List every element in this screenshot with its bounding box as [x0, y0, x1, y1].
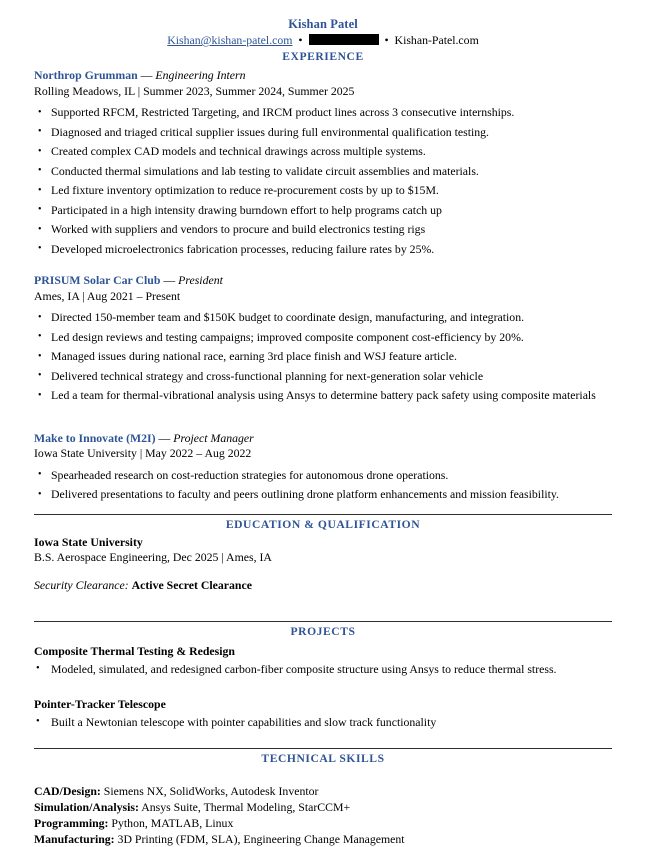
- skill-category: Programming:: [34, 816, 109, 830]
- heading-dash: —: [158, 430, 171, 445]
- list-item: • Created complex CAD models and technical drawings across multiple systems.: [34, 142, 612, 162]
- security-clearance-value: Active Secret Clearance: [131, 577, 252, 592]
- list-item: • Managed issues during national race, earning 3rd place finish and WSJ feature article.: [34, 347, 612, 367]
- experience-entry-heading: [34, 68, 612, 84]
- experience-entry-heading: [34, 431, 612, 447]
- email-link[interactable]: Kishan@kishan-patel.com: [167, 33, 293, 47]
- project-bullet-list: [34, 660, 612, 678]
- skill-category: Manufacturing:: [34, 832, 115, 846]
- experience-location-dates: Iowa State University | May 2022 – Aug 2022: [34, 446, 252, 460]
- section-divider-projects: [34, 621, 612, 622]
- education-school: Iowa State University: [34, 534, 143, 549]
- experience-bullet-list: [34, 308, 612, 406]
- project-entry: [34, 696, 612, 731]
- project-title: Pointer-Tracker Telescope: [34, 697, 166, 711]
- job-title: President: [178, 273, 223, 287]
- list-item: • Directed 150-member team and $150K budget to coordinate design, manufacturing, and integration.: [34, 308, 612, 328]
- skill-category: CAD/Design:: [34, 784, 101, 798]
- employer-name: Northrop Grumman: [34, 68, 138, 82]
- list-item: • Participated in a high intensity drawing burndown effort to help programs catch up: [34, 201, 612, 221]
- section-title-education: EDUCATION & QUALIFICATION: [225, 517, 421, 531]
- list-item: • Diagnosed and triaged critical supplier issues during full environmental qualification testing.: [34, 123, 612, 143]
- website-text: Kishan-Patel.com: [394, 33, 479, 47]
- employer-name: Make to Innovate (M2I): [34, 430, 156, 445]
- section-divider-skills: [34, 748, 612, 749]
- project-entry: [34, 643, 612, 678]
- list-item: • Led design reviews and testing campaigns; improved composite component cost-efficiency by 20%.: [34, 328, 612, 348]
- skill-row: [34, 831, 612, 847]
- section-title-projects: PROJECTS: [290, 625, 356, 638]
- education-degree: B.S. Aerospace Engineering, Dec 2025 | Ames, IA: [34, 550, 272, 564]
- experience-bullet-list: [34, 466, 612, 505]
- experience-entry-heading: [34, 273, 612, 289]
- list-item: • Spearheaded research on cost-reduction strategies for autonomous drone operations.: [34, 466, 612, 486]
- skill-values: Siemens NX, SolidWorks, Autodesk Inventor: [100, 784, 319, 798]
- list-item: • Led fixture inventory optimization to reduce re-procurement costs by up to $15M.: [34, 181, 612, 201]
- section-title-experience: EXPERIENCE: [282, 50, 364, 63]
- list-item: • Built a Newtonian telescope with pointer capabilities and slow track functionality: [34, 713, 612, 731]
- phone-redacted-bar: [309, 34, 379, 45]
- employer-name: PRISUM Solar Car Club: [34, 273, 161, 287]
- contact-line: [34, 33, 612, 48]
- skill-row: [34, 799, 612, 815]
- experience-location-dates: Ames, IA | Aug 2021 – Present: [34, 288, 181, 303]
- skill-values: Python, MATLAB, Linux: [108, 816, 234, 830]
- heading-dash: —: [140, 68, 153, 82]
- skill-category: Simulation/Analysis:: [34, 800, 139, 814]
- section-divider-education: [34, 514, 612, 515]
- skill-row: [34, 815, 612, 831]
- candidate-name: Kishan Patel: [288, 17, 358, 31]
- experience-entry: [34, 68, 612, 259]
- security-clearance-label: Security Clearance:: [34, 577, 129, 592]
- contact-separator-1: •: [298, 33, 303, 47]
- list-item: • Modeled, simulated, and redesigned carbon-fiber composite structure using Ansys to reduce thermal stress.: [34, 660, 612, 678]
- skill-row: [34, 783, 612, 799]
- list-item: • Delivered technical strategy and cross-functional planning for next-generation solar vehicle: [34, 367, 612, 387]
- list-item: • Delivered presentations to faculty and peers outlining drone platform enhancements and mission feasibility.: [34, 485, 612, 505]
- skills-list: [34, 783, 612, 847]
- list-item: • Worked with suppliers and vendors to procure and build electronics testing rigs: [34, 220, 612, 240]
- list-item: • Supported RFCM, Restricted Targeting, and IRCM product lines across 3 consecutive internships.: [34, 103, 612, 123]
- section-title-skills: TECHNICAL SKILLS: [261, 752, 385, 765]
- project-title: Composite Thermal Testing & Redesign: [34, 644, 235, 658]
- experience-location-dates: Rolling Meadows, IL | Summer 2023, Summer 2024, Summer 2025: [34, 83, 355, 98]
- experience-bullet-list: [34, 103, 612, 259]
- heading-dash: —: [163, 273, 176, 287]
- experience-entry: [34, 273, 612, 406]
- skill-values: 3D Printing (FDM, SLA), Engineering Change Management: [114, 832, 405, 846]
- skill-values: Ansys Suite, Thermal Modeling, StarCCM+: [138, 800, 351, 814]
- security-clearance: [34, 578, 612, 594]
- experience-entry: [34, 431, 612, 505]
- list-item: • Developed microelectronics fabrication processes, reducing failure rates by 25%.: [34, 240, 612, 260]
- list-item: • Conducted thermal simulations and lab testing to validate circuit assemblies and materials.: [34, 162, 612, 182]
- project-bullet-list: [34, 713, 612, 731]
- contact-separator-2: •: [384, 33, 389, 47]
- list-item: • Led a team for thermal-vibrational analysis using Ansys to determine battery pack safety using composite materials: [34, 386, 612, 406]
- job-title: Project Manager: [173, 430, 254, 445]
- job-title: Engineering Intern: [155, 68, 246, 82]
